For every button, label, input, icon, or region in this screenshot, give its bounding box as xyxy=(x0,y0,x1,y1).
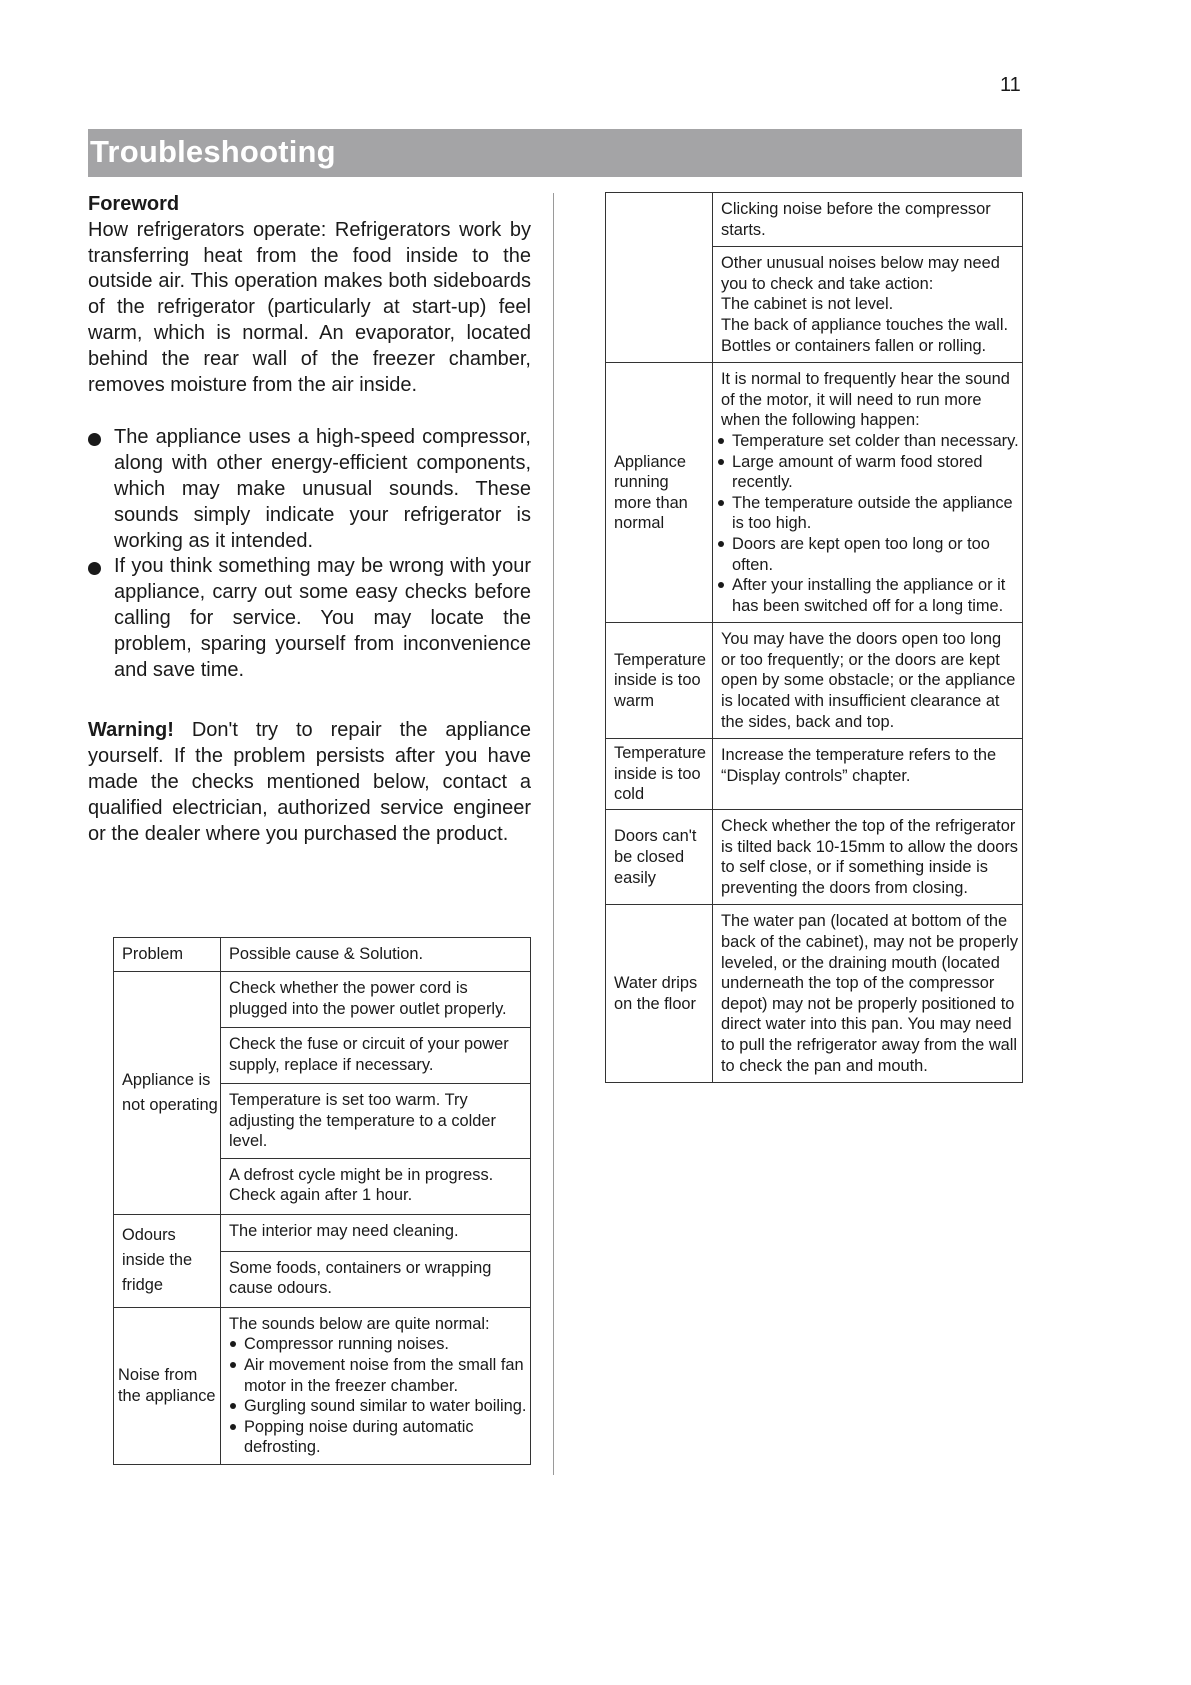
solution-cell xyxy=(221,1307,531,1464)
solution-intro: The sounds below are quite normal: xyxy=(229,1314,490,1333)
bullet-icon xyxy=(718,582,724,588)
foreword-paragraph: How refrigerators operate: Refrigerators work by transferring heat from the food inside to the outside air. This operation makes both sideboards of the refrigerator (particularly at start-up) feel warm, which is normal. An evaporator, located behind the rear wall of the freezer chamber, removes moisture from the air inside. xyxy=(88,218,531,396)
right-column xyxy=(605,192,1023,1083)
page-number: 11 xyxy=(1000,74,1021,96)
problem-cell xyxy=(606,193,713,363)
bullet-icon xyxy=(230,1403,236,1409)
list-item: The temperature outside the appliance is too high. xyxy=(717,493,1019,534)
problem-cell: Doors can't be closed easily xyxy=(606,810,713,905)
solution-line: The back of appliance touches the wall. xyxy=(721,315,1009,334)
warning-label: Warning! xyxy=(88,719,174,742)
bullet-icon xyxy=(718,459,724,465)
bullet-icon xyxy=(230,1362,236,1368)
solution-cell: Check the fuse or circuit of your power supply, replace if necessary. xyxy=(221,1028,531,1084)
solution-line: The cabinet is not level. xyxy=(721,295,894,314)
warning-paragraph xyxy=(88,718,531,847)
problem-cell: Appliance running more than normal xyxy=(606,363,713,623)
list-item: After your installing the appliance or it has been switched off for a long time. xyxy=(717,575,1019,616)
bullet-icon xyxy=(230,1424,236,1430)
solution-cell: Clicking noise before the compressor starts. xyxy=(713,193,1023,247)
bullet-icon xyxy=(88,433,101,446)
solution-bullets xyxy=(717,431,1019,616)
table-row xyxy=(606,810,1023,905)
page-title: Troubleshooting xyxy=(90,134,336,169)
table-row xyxy=(606,363,1023,623)
bullet-icon xyxy=(718,438,724,444)
section-title-bar xyxy=(88,129,1022,177)
table-row xyxy=(114,1307,531,1464)
solution-intro: It is normal to frequently hear the sound of the motor, it will need to run more when the following happen: xyxy=(721,370,1010,430)
solution-cell: Temperature is set too warm. Try adjusting the temperature to a colder level. xyxy=(221,1084,531,1159)
list-item: The appliance uses a high-speed compressor, along with other energy-efficient components, which may make unusual sounds. These sounds simply indicate your refrigerator is working as it intended. xyxy=(88,425,531,554)
troubleshooting-table-right xyxy=(605,192,1023,1083)
solution-cell: Some foods, containers or wrapping cause odours. xyxy=(221,1251,531,1307)
foreword-bullets xyxy=(88,425,531,683)
list-item: If you think something may be wrong with your appliance, carry out some easy checks before calling for service. You may locate the problem, sparing yourself from inconvenience and save time. xyxy=(88,554,531,683)
foreword-heading: Foreword xyxy=(88,193,180,215)
problem-header: Problem xyxy=(114,938,221,972)
list-item: Gurgling sound similar to water boiling. xyxy=(229,1396,527,1417)
table-row xyxy=(114,1214,531,1251)
bullet-icon xyxy=(230,1341,236,1347)
bullet-icon xyxy=(718,500,724,506)
list-item: Popping noise during automatic defrosting. xyxy=(229,1417,527,1458)
solution-header: Possible cause & Solution. xyxy=(221,938,531,972)
solution-cell: Increase the temperature refers to the “Display controls” chapter. xyxy=(713,739,1023,810)
solution-cell: The interior may need cleaning. xyxy=(221,1214,531,1251)
solution-cell: The water pan (located at bottom of the back of the cabinet), may not be properly leveled, or the draining mouth (located underneath the top of the compressor depot) may not be properly positioned to direct water into this pan. You may need to pull the refrigerator away from the wall to check the pan and mouth. xyxy=(713,905,1023,1083)
problem-cell: Odours inside the fridge xyxy=(114,1214,221,1307)
solution-cell xyxy=(713,247,1023,363)
table-header-row xyxy=(114,938,531,972)
table-row xyxy=(606,193,1023,247)
problem-cell: Noise from the appliance xyxy=(114,1307,221,1464)
problem-cell: Temperature inside is too cold xyxy=(606,739,713,810)
column-divider xyxy=(553,193,554,1475)
list-item: Doors are kept open too long or too often. xyxy=(717,534,1019,575)
solution-line: Other unusual noises below may need you to check and take action: xyxy=(721,254,1000,293)
table-row xyxy=(114,972,531,1028)
solution-line: Bottles or containers fallen or rolling. xyxy=(721,336,987,355)
solution-cell: Check whether the power cord is plugged into the power outlet properly. xyxy=(221,972,531,1028)
list-item: Air movement noise from the small fan motor in the freezer chamber. xyxy=(229,1355,527,1396)
list-item: Temperature set colder than necessary. xyxy=(717,431,1019,452)
solution-cell: Check whether the top of the refrigerator is tilted back 10-15mm to allow the doors to self close, or if something inside is preventing the doors from closing. xyxy=(713,810,1023,905)
troubleshooting-table-left xyxy=(113,937,531,1465)
warning-text: Don't try to repair the appliance yourself. If the problem persists after you have made the checks mentioned below, contact a qualified electrician, authorized service engineer or the dealer where you purchased the product. xyxy=(88,719,531,845)
problem-cell: Appliance is not operating xyxy=(114,972,221,1215)
problem-cell: Water drips on the floor xyxy=(606,905,713,1083)
table-row xyxy=(606,623,1023,739)
left-column xyxy=(88,192,531,847)
solution-bullets xyxy=(229,1334,527,1458)
list-item: Large amount of warm food stored recently. xyxy=(717,452,1019,493)
solution-cell xyxy=(713,363,1023,623)
bullet-icon xyxy=(718,541,724,547)
table-row xyxy=(606,739,1023,810)
problem-cell: Temperature inside is too warm xyxy=(606,623,713,739)
solution-cell: You may have the doors open too long or too frequently; or the doors are kept open by some obstacle; or the appliance is located with insufficient clearance at the sides, back and top. xyxy=(713,623,1023,739)
solution-cell: A defrost cycle might be in progress. Check again after 1 hour. xyxy=(221,1158,531,1214)
list-item: Compressor running noises. xyxy=(229,1334,527,1355)
table-row xyxy=(606,905,1023,1083)
bullet-icon xyxy=(88,562,101,575)
